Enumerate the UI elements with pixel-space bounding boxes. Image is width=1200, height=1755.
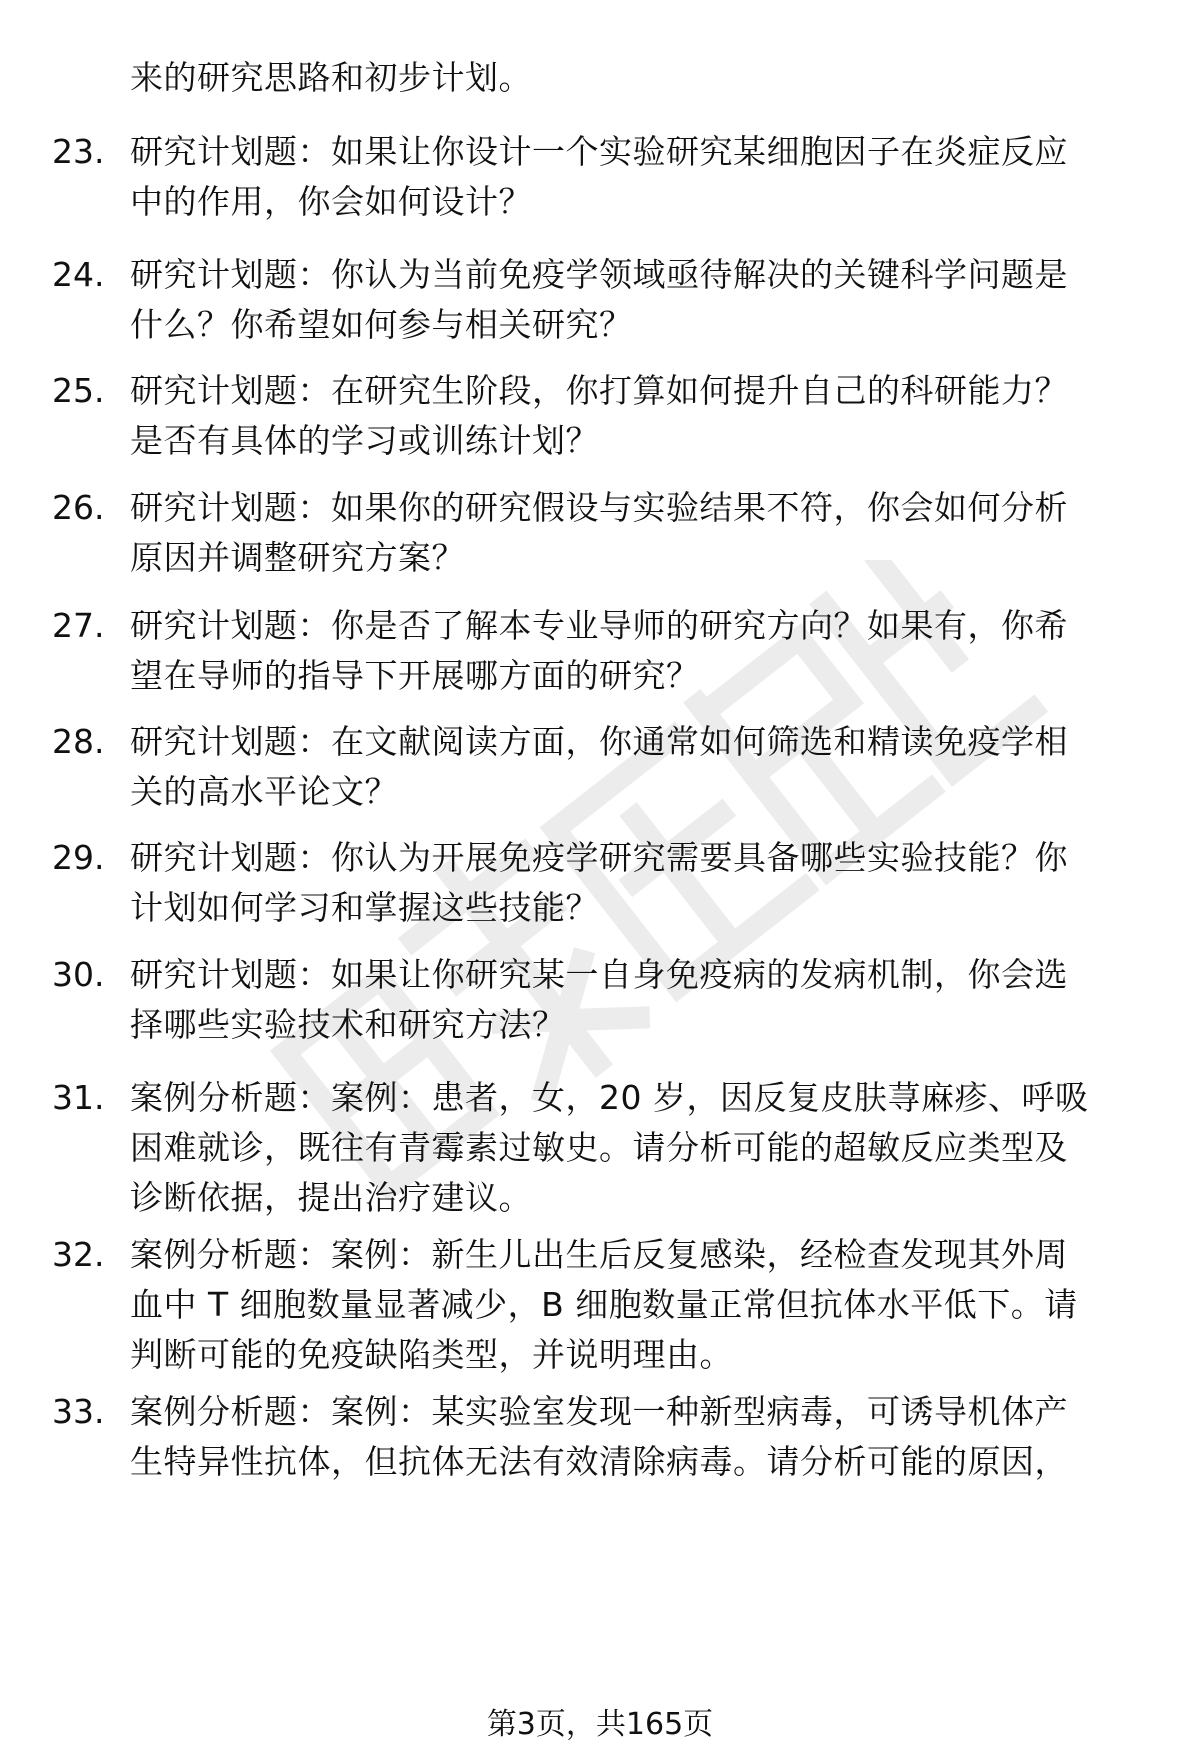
question-text-line: 血中 T 细胞数量显著减少，B 细胞数量正常但抗体水平低下。请 (130, 1285, 1078, 1324)
question-text-line: 什么？你希望如何参与相关研究？ (130, 305, 633, 344)
question-number: 23. (52, 132, 105, 171)
question-text-line: 望在导师的指导下开展哪方面的研究？ (130, 656, 700, 695)
question-text-line: 困难就诊，既往有青霉素过敏史。请分析可能的超敏反应类型及 (130, 1128, 1068, 1167)
question-text-line: 关的高水平论文？ (130, 772, 398, 811)
question-text-line: 研究计划题：你是否了解本专业导师的研究方向？如果有，你希 (130, 606, 1068, 645)
question-text-line: 中的作用，你会如何设计？ (130, 182, 532, 221)
question-number: 26. (52, 488, 105, 527)
question-text-line: 案例分析题：案例：新生儿出生后反复感染，经检查发现其外周 (130, 1235, 1068, 1274)
question-number: 28. (52, 722, 105, 761)
question-text-line: 原因并调整研究方案？ (130, 538, 465, 577)
question-number: 25. (52, 371, 105, 410)
question-number: 31. (52, 1078, 105, 1117)
question-text-line: 研究计划题：你认为开展免疫学研究需要具备哪些实验技能？你 (130, 838, 1068, 877)
question-text-line: 生特异性抗体，但抗体无法有效清除病毒。请分析可能的原因， (130, 1442, 1068, 1481)
question-text-line: 计划如何学习和掌握这些技能？ (130, 888, 599, 927)
question-text-line: 择哪些实验技术和研究方法？ (130, 1005, 566, 1044)
question-text-line: 是否有具体的学习或训练计划？ (130, 421, 599, 460)
continuation-line: 来的研究思路和初步计划。 (130, 58, 532, 97)
question-text-line: 研究计划题：如果让你设计一个实验研究某细胞因子在炎症反应 (130, 132, 1068, 171)
question-number: 30. (52, 955, 105, 994)
question-text-line: 判断可能的免疫缺陷类型，并说明理由。 (130, 1335, 733, 1374)
question-text-line: 研究计划题：如果你的研究假设与实验结果不符，你会如何分析 (130, 488, 1068, 527)
question-number: 32. (52, 1235, 105, 1274)
question-text-line: 案例分析题：案例：某实验室发现一种新型病毒，可诱导机体产 (130, 1392, 1068, 1431)
question-text-line: 研究计划题：在文献阅读方面，你通常如何筛选和精读免疫学相 (130, 722, 1068, 761)
question-number: 24. (52, 255, 105, 294)
question-number: 27. (52, 606, 105, 645)
question-text-line: 研究计划题：在研究生阶段，你打算如何提升自己的科研能力？ (130, 371, 1068, 410)
question-text-line: 研究计划题：你认为当前免疫学领域亟待解决的关键科学问题是 (130, 255, 1068, 294)
question-number: 33. (52, 1392, 105, 1431)
question-text-line: 诊断依据，提出治疗建议。 (130, 1178, 532, 1217)
question-number: 29. (52, 838, 105, 877)
question-text-line: 案例分析题：案例：患者，女，20 岁，因反复皮肤荨麻疹、呼吸 (130, 1078, 1089, 1117)
question-text-line: 研究计划题：如果让你研究某一自身免疫病的发病机制，你会选 (130, 955, 1068, 994)
page-footer: 第3页，共165页 (486, 1707, 714, 1742)
